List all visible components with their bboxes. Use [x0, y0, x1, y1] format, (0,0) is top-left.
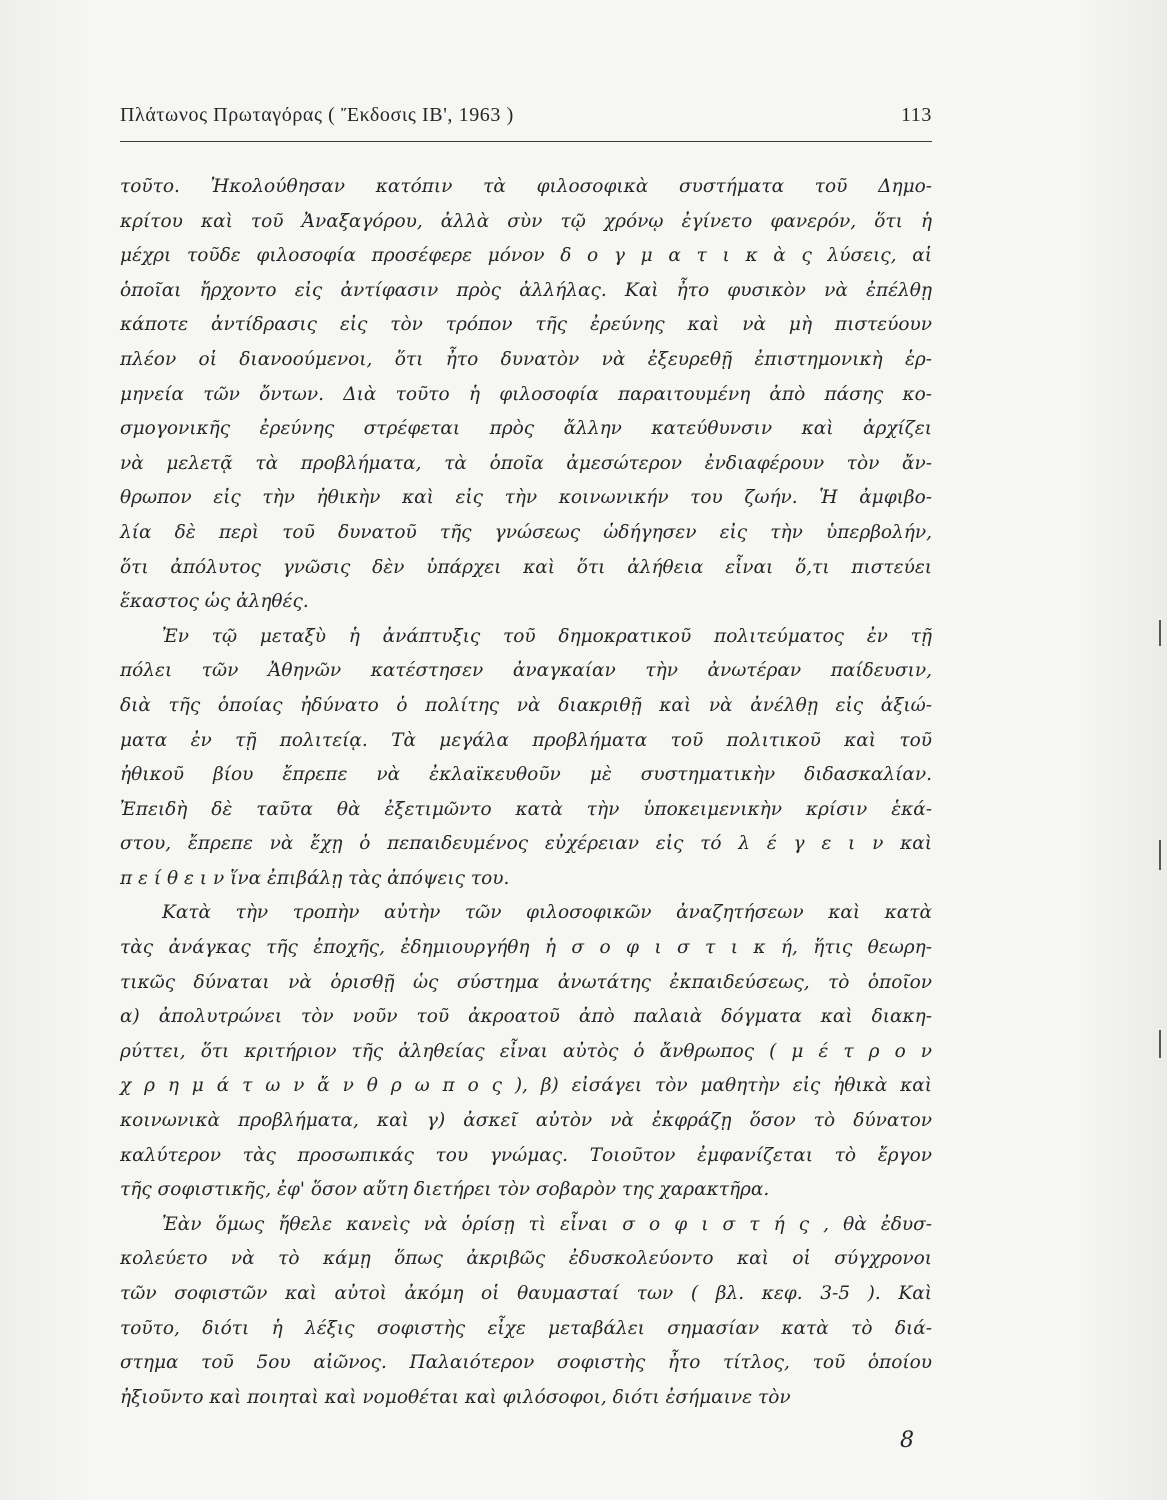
- margin-mark: [1159, 840, 1161, 870]
- header-rule: [120, 141, 932, 142]
- margin-mark: [1159, 620, 1161, 646]
- text-line: κοινωνικὰ προβλήματα, καὶ γ) ἀσκεῖ αὐτὸν νὰ ἐκφράζῃ ὅσον τὸ δύνατον: [120, 1110, 932, 1132]
- text-line: κρίτου καὶ τοῦ Ἀναξαγόρου, ἀλλὰ σὺν τῷ χρόνῳ ἐγίνετο φανερόν, ὅτι ἡ: [120, 210, 932, 232]
- sheet-number: 8: [900, 1428, 914, 1453]
- text-line: ἕκαστος ὡς ἀληθές.: [120, 591, 309, 613]
- text-line: τῶν σοφιστῶν καὶ αὐτοὶ ἀκόμη οἱ θαυμασταί των ( βλ. κεφ. 3-5 ). Καὶ: [120, 1283, 932, 1304]
- text-line: Κατὰ τὴν τροπὴν αὐτὴν τῶν φιλοσοφικῶν ἀναζητήσεων καὶ κατὰ: [162, 902, 932, 924]
- text-line: Ἐπειδὴ δὲ ταῦτα θὰ ἐξετιμῶντο κατὰ τὴν ὑποκειμενικὴν κρίσιν ἑκά-: [120, 798, 932, 820]
- text-line: τικῶς δύναται νὰ ὁρισθῇ ὡς σύστημα ἀνωτάτης ἐκπαιδεύσεως, τὸ ὁποῖον: [120, 971, 932, 993]
- text-line: Ἐὰν ὅμως ἤθελε κανεὶς νὰ ὁρίσῃ τὶ εἶναι σ ο φ ι σ τ ή ς , θὰ ἐδυσ-: [162, 1213, 932, 1235]
- text-line: Ἐν τῷ μεταξὺ ἡ ἀνάπτυξις τοῦ δημοκρατικοῦ πολιτεύματος ἐν τῇ: [162, 625, 932, 647]
- text-line: α) ἀπολυτρώνει τὸν νοῦν τοῦ ἀκροατοῦ ἀπὸ παλαιὰ δόγματα καὶ διακη-: [120, 1006, 932, 1028]
- text-line: διὰ τῆς ὁποίας ἠδύνατο ὁ πολίτης νὰ διακριθῇ καὶ νὰ ἀνέλθῃ εἰς ἀξιώ-: [120, 694, 932, 716]
- body-text: [120, 170, 932, 1415]
- margin-mark: [1159, 1030, 1161, 1058]
- text-line: χ ρ η μ ά τ ω ν ἄ ν θ ρ ω π ο ς ), β) εἰσάγει τὸν μαθητὴν εἰς ἠθικὰ καὶ: [120, 1075, 932, 1097]
- text-line: θρωπον εἰς τὴν ἠθικὴν καὶ εἰς τὴν κοινωνικήν του ζωήν. Ἡ ἀμφιβο-: [120, 487, 932, 509]
- text-line: καλύτερον τὰς προσωπικάς του γνώμας. Τοιοῦτον ἐμφανίζεται τὸ ἔργον: [120, 1144, 932, 1166]
- text-line: ἠξιοῦντο καὶ ποιηταὶ καὶ νομοθέται καὶ φιλόσοφοι, διότι ἐσήμαινε τὸν: [120, 1386, 791, 1408]
- text-line: μηνεία τῶν ὄντων. Διὰ τοῦτο ἡ φιλοσοφία παραιτουμένη ἀπὸ πάσης κο-: [120, 383, 932, 405]
- text-line: κολεύετο νὰ τὸ κάμῃ ὅπως ἀκριβῶς ἐδυσκολεύοντο καὶ οἱ σύγχρονοι: [120, 1248, 932, 1270]
- page-number-top: 113: [900, 104, 932, 126]
- text-line: ὅτι ἀπόλυτος γνῶσις δὲν ὑπάρχει καὶ ὅτι ἀλήθεια εἶναι ὅ,τι πιστεύει: [120, 556, 932, 578]
- text-line: τὰς ἀνάγκας τῆς ἐποχῆς, ἐδημιουργήθη ἡ σ ο φ ι σ τ ι κ ή, ἥτις θεωρη-: [120, 937, 932, 959]
- running-header-title: Πλάτωνος Πρωταγόρας ( Ἔκδοσις ΙΒ', 1963 ): [120, 104, 514, 126]
- text-line: νὰ μελετᾷ τὰ προβλήματα, τὰ ὁποῖα ἀμεσώτερον ἐνδιαφέρουν τὸν ἄν-: [120, 452, 932, 474]
- text-line: ρύττει, ὅτι κριτήριον τῆς ἀληθείας εἶναι αὐτὸς ὁ ἄνθρωπος ( μ έ τ ρ ο ν: [120, 1040, 932, 1062]
- text-line: στημα τοῦ 5ου αἰῶνος. Παλαιότερον σοφιστὴς ἦτο τίτλος, τοῦ ὁποίου: [120, 1352, 932, 1374]
- text-line: ὁποῖαι ἤρχοντο εἰς ἀντίφασιν πρὸς ἀλλήλας. Καὶ ἦτο φυσικὸν νὰ ἐπέλθῃ: [120, 279, 932, 301]
- text-line: στου, ἔπρεπε νὰ ἔχῃ ὁ πεπαιδευμένος εὐχέρειαν εἰς τό λ έ γ ε ι ν καὶ: [120, 833, 932, 855]
- text-line: ματα ἐν τῇ πολιτείᾳ. Τὰ μεγάλα προβλήματα τοῦ πολιτικοῦ καὶ τοῦ: [120, 729, 932, 751]
- text-line: π ε ί θ ε ι ν ἵνα ἐπιβάλῃ τὰς ἀπόψεις του.: [120, 867, 510, 889]
- running-header: [120, 104, 932, 127]
- text-line: κάποτε ἀντίδρασις εἰς τὸν τρόπον τῆς ἐρεύνης καὶ νὰ μὴ πιστεύουν: [120, 314, 932, 336]
- text-line: μέχρι τοῦδε φιλοσοφία προσέφερε μόνον δ ο γ μ α τ ι κ ὰ ς λύσεις, αἱ: [120, 245, 932, 267]
- text-line: τῆς σοφιστικῆς, ἐφ' ὅσον αὕτη διετήρει τὸν σοβαρὸν της χαρακτῆρα.: [120, 1179, 770, 1201]
- text-line: τοῦτο, διότι ἡ λέξις σοφιστὴς εἶχε μεταβάλει σημασίαν κατὰ τὸ διά-: [120, 1317, 932, 1339]
- text-line: πόλει τῶν Ἀθηνῶν κατέστησεν ἀναγκαίαν τὴν ἀνωτέραν παίδευσιν,: [120, 660, 932, 682]
- text-line: λία δὲ περὶ τοῦ δυνατοῦ τῆς γνώσεως ὡδήγησεν εἰς τὴν ὑπερβολήν,: [120, 521, 932, 543]
- text-line: σμογονικῆς ἐρεύνης στρέφεται πρὸς ἄλλην κατεύθυνσιν καὶ ἀρχίζει: [120, 418, 932, 440]
- text-line: ἠθικοῦ βίου ἔπρεπε νὰ ἐκλαϊκευθοῦν μὲ συστηματικὴν διδασκαλίαν.: [120, 764, 932, 786]
- text-line: πλέον οἱ διανοούμενοι, ὅτι ἦτο δυνατὸν νὰ ἐξευρεθῇ ἐπιστημονικὴ ἑρ-: [120, 348, 932, 370]
- text-line: τοῦτο. Ἠκολούθησαν κατόπιν τὰ φιλοσοφικὰ συστήματα τοῦ Δημο-: [120, 176, 932, 197]
